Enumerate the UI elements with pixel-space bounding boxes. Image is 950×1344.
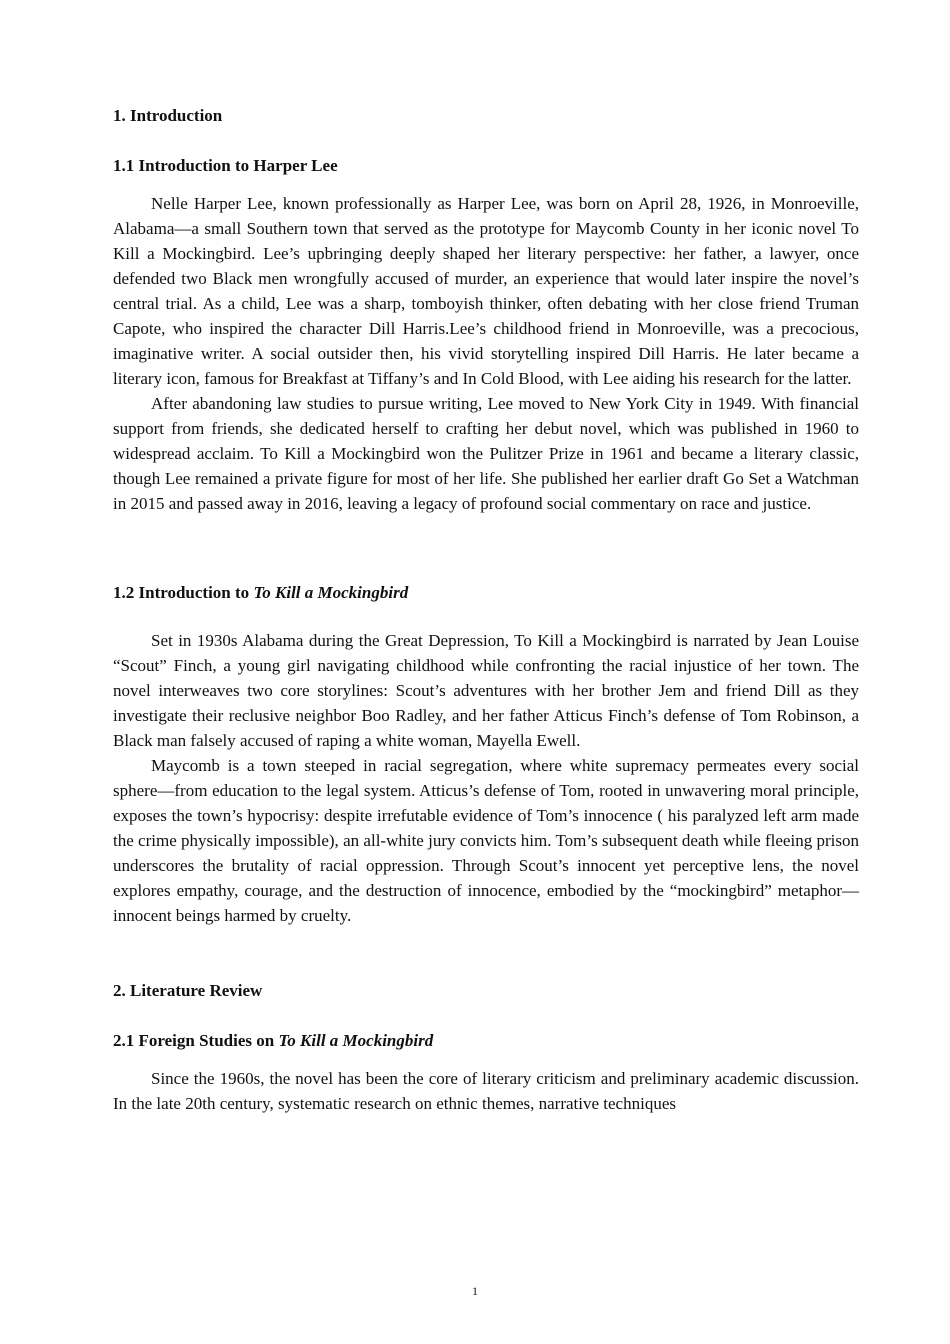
paragraph-harper-lee-biography: Nelle Harper Lee, known professionally as Harper Lee, was born on April 28, 1926, in Monroeville, Alabama—a small Southern town that served as the prototype for Maycomb County in her iconic novel To Kill a Mockingbird. Lee’s upbringing deeply shaped her literary perspective: her father, a lawyer, once defended two Black men wrongfully accused of murder, an experience that would later inspire the novel’s central trial. As a child, Lee was a sharp, tomboyish thinker, often debating with her close friend Truman Capote, who inspired the character Dill Harris.Lee’s childhood friend in Monroeville, was a precocious, imaginative writer. A social outsider then, his vivid storytelling inspired Dill Harris. He later became a literary icon, famous for Breakfast at Tiffany’s and In Cold Blood, with Lee aiding his research for the latter. <box>113 194 859 388</box>
section-1-2-heading <box>113 581 859 605</box>
section-1-2-heading-prefix: 1.2 Introduction to <box>113 583 254 602</box>
document-page <box>113 104 859 1116</box>
section-2-heading: 2. Literature Review <box>113 981 263 1000</box>
section-2-1-heading-book-title: To Kill a Mockingbird <box>278 1031 434 1050</box>
section-1-2-heading-book-title: To Kill a Mockingbird <box>253 583 409 602</box>
section-2-1-heading-prefix: 2.1 Foreign Studies on <box>113 1031 279 1050</box>
paragraph-harper-lee-career: After abandoning law studies to pursue writing, Lee moved to New York City in 1949. With financial support from friends, she dedicated herself to crafting her debut novel, which was published in 1960 to widespread acclaim. To Kill a Mockingbird won the Pulitzer Prize in 1961 and became a literary classic, though Lee remained a private figure for most of her life. She published her earlier draft Go Set a Watchman in 2015 and passed away in 2016, leaving a legacy of profound social commentary on race and justice. <box>113 394 859 513</box>
section-1-heading: 1. Introduction <box>113 106 223 125</box>
paragraph-foreign-studies: Since the 1960s, the novel has been the core of literary criticism and preliminary academic discussion. In the late 20th century, systematic research on ethnic themes, narrative techniques <box>113 1069 859 1113</box>
section-2-1-heading <box>113 1029 859 1053</box>
paragraph-novel-plot: Set in 1930s Alabama during the Great Depression, To Kill a Mockingbird is narrated by Jean Louise “Scout” Finch, a young girl navigating childhood while confronting the racial injustice of her town. The novel interweaves two core storylines: Scout’s adventures with her brother Jem and friend Dill as they investigate their reclusive neighbor Boo Radley, and her father Atticus Finch’s defense of Tom Robinson, a Black man falsely accused of raping a white woman, Mayella Ewell. <box>113 631 859 750</box>
section-1-1-heading: 1.1 Introduction to Harper Lee <box>113 156 338 175</box>
paragraph-novel-themes: Maycomb is a town steeped in racial segregation, where white supremacy permeates every social sphere—from education to the legal system. Atticus’s defense of Tom, rooted in unwavering moral principle, exposes the town’s hypocrisy: despite irrefutable evidence of Tom’s innocence ( his paralyzed left arm made the crime physically impossible), an all-white jury convicts him. Tom’s subsequent death while fleeing prison underscores the brutality of racial oppression. Through Scout’s innocent yet perceptive lens, the novel explores empathy, courage, and the destruction of innocence, embodied by the “mockingbird” metaphor—innocent beings harmed by cruelty. <box>113 756 859 925</box>
page-number: 1 <box>472 1284 478 1298</box>
